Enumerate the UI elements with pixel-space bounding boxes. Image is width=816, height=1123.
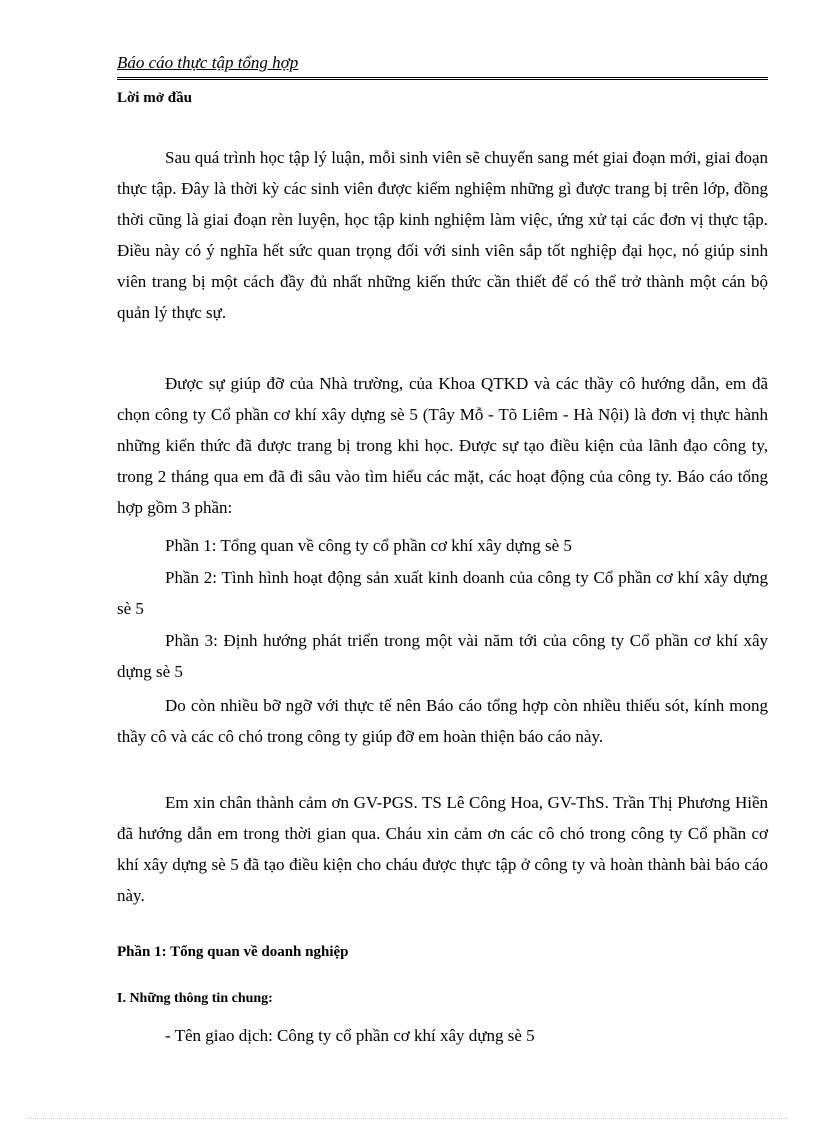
closing-paragraph-1: Do còn nhiều bỡ ngỡ với thực tế nên Báo cáo tổng hợp còn nhiều thiếu sót, kính mong thầy cô và các cô chó trong công ty giúp đỡ em hoàn thiện báo cáo này. [117, 696, 768, 746]
closing-paragraph-2: Em xin chân thành cảm ơn GV-PGS. TS Lê Công Hoa, GV-ThS. Trần Thị Phương Hiền đã hướng dẫn em trong thời gian qua. Cháu xin cảm ơn các cô chó trong công ty Cổ phần cơ khí xây dựng sè 5 đã tạo điều kiện cho cháu được thực tập ở công ty và hoàn thành bài báo cáo này. [117, 793, 768, 905]
intro-heading: Lời mở đầu [117, 90, 192, 106]
section-1-subheading: I. Những thông tin chung: [117, 991, 273, 1006]
part-1-line: Phần 1: Tổng quan về công ty cổ phần cơ khí xây dựng sè 5 [165, 536, 572, 555]
page-bottom-divider [28, 1118, 788, 1119]
intro-paragraph-2: Được sự giúp đỡ của Nhà trường, của Khoa QTKD và các thầy cô hướng dẫn, em đã chọn công ty Cổ phần cơ khí xây dựng sè 5 (Tây Mỗ - Tõ Liêm - Hà Nội) là đơn vị thực hành những kiến thức đã được trang bị trong khi học. Được sự tạo điều kiện của lãnh đạo công ty, trong 2 tháng qua em đã đi sâu vào tìm hiểu các mặt, các hoạt động của công ty. Báo cáo tổng hợp gồm 3 phần: [117, 374, 768, 517]
part-3-paragraph: Phần 3: Định hướng phát triển trong một vài năm tới của công ty Cổ phần cơ khí xây dựng sè 5 [117, 631, 768, 681]
section-1-heading: Phần 1: Tổng quan về doanh nghiệp [117, 944, 349, 960]
intro-paragraph-1: Sau quá trình học tập lý luận, mỗi sinh viên sẽ chuyển sang mét giai đoạn mới, giai đoạn thực tập. Đây là thời kỳ các sinh viên được kiểm nghiệm những gì được trang bị trên lớp, đồng thời cũng là giai đoạn rèn luyện, học tập kinh nghiệm làm việc, ứng xử tại các đơn vị thực tập. Điều này có ý nghĩa hết sức quan trọng đối với sinh viên sắp tốt nghiệp đại học, nó giúp sinh viên trang bị một cách đầy đủ nhất những kiến thức cần thiết để có thể trở thành một cán bộ quản lý thực sự. [117, 148, 768, 322]
header-title: Báo cáo thực tập tổng hợp [117, 53, 299, 72]
page-header [117, 51, 768, 80]
part-2-paragraph: Phần 2: Tình hình hoạt động sản xuất kinh doanh của công ty Cổ phần cơ khí xây dựng sè 5 [117, 568, 768, 618]
trade-name-item: - Tên giao dịch: Công ty cổ phần cơ khí xây dựng sè 5 [165, 1026, 535, 1045]
